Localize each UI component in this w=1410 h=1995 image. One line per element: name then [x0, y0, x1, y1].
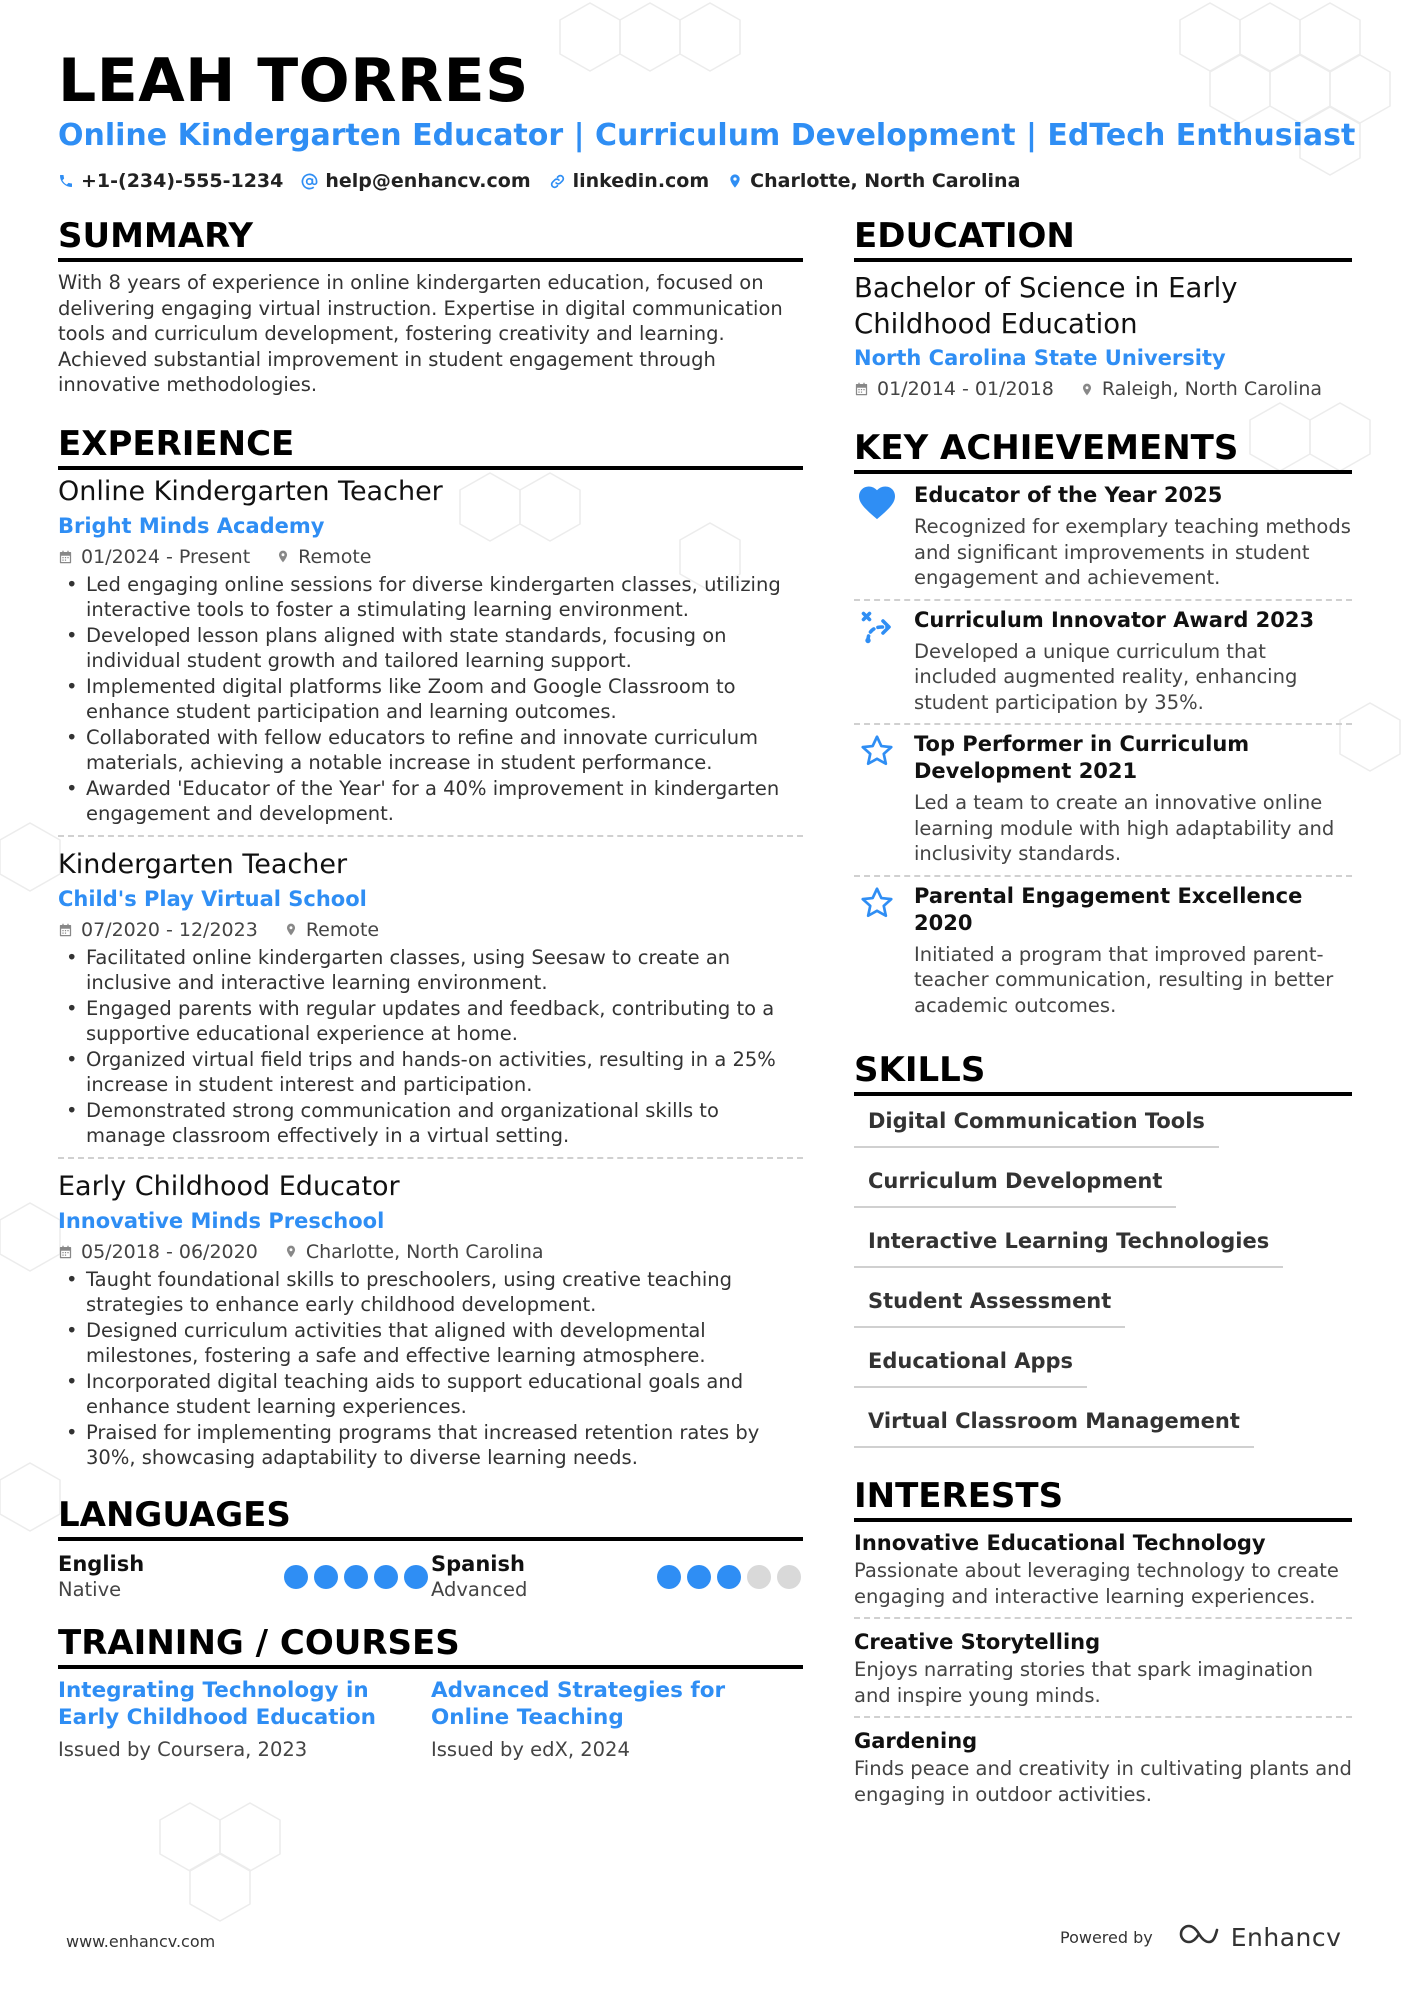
experience-section — [58, 422, 803, 1479]
achievement-desc: Initiated a program that improved parent-teacher communication, resulting in better academic outcomes. — [914, 942, 1334, 1017]
email-text: help@enhancv.com — [325, 170, 531, 192]
job-location — [276, 542, 371, 572]
job-title: Kindergarten Teacher — [58, 848, 348, 880]
contact-location — [727, 168, 1020, 194]
location-pin-icon — [1080, 381, 1094, 398]
course-item — [431, 1677, 803, 1763]
job-bullet: • Engaged parents with regular updates and feedback, contributing to a supportive educational experience at home. — [58, 996, 803, 1047]
achievement-desc: Developed a unique curriculum that included augmented reality, enhancing student participation by 35%. — [914, 639, 1298, 714]
heart-icon — [854, 482, 900, 591]
candidate-name: LEAH TORRES — [58, 46, 529, 116]
education-meta — [854, 374, 1352, 404]
languages-section — [58, 1493, 803, 1603]
job-bullet: • Taught foundational skills to preschoolers, using creative teaching strategies to enhance early childhood development. — [58, 1267, 803, 1318]
job-location-text: Remote — [298, 545, 372, 568]
interest-desc: Passionate about leveraging technology to create engaging and interactive learning experiences. — [854, 1559, 1339, 1608]
skill-tag: Curriculum Development — [854, 1166, 1176, 1208]
job-bullet: • Praised for implementing programs that increased retention rates by 30%, showcasing adaptability to diverse learning needs. — [58, 1420, 803, 1471]
job-dates-text: 05/2018 - 06/2020 — [81, 1240, 258, 1263]
proficiency-dot-filled — [717, 1565, 741, 1589]
star-icon — [854, 731, 900, 867]
enhancv-logo-icon — [1179, 1922, 1223, 1952]
education-dates — [854, 374, 1054, 404]
experience-title: EXPERIENCE — [58, 422, 803, 470]
at-icon — [301, 173, 318, 190]
interest-desc: Finds peace and creativity in cultivating plants and engaging in outdoor activities. — [854, 1757, 1352, 1806]
brand-logo[interactable] — [1179, 1922, 1342, 1952]
location-text: Charlotte, North Carolina — [750, 170, 1021, 192]
education-location — [1080, 374, 1322, 404]
job-bullet: • Incorporated digital teaching aids to support educational goals and enhance student learning experiences. — [58, 1369, 803, 1420]
summary-section — [58, 214, 803, 398]
education-dates-text: 01/2014 - 01/2018 — [877, 378, 1054, 400]
job-dates-text: 01/2024 - Present — [81, 545, 251, 568]
job-bullet: • Implemented digital platforms like Zoom and Google Classroom to enhance student participation and learning outcomes. — [58, 674, 803, 725]
achievement-item — [854, 877, 1352, 1027]
achievement-desc: Recognized for exemplary teaching methods and significant improvements in student engagement and achievement. — [914, 515, 1351, 589]
job-dates — [58, 1237, 258, 1267]
job-bullet: • Organized virtual field trips and hands-on activities, resulting in a 25% increase in student interest and participation. — [58, 1047, 803, 1098]
job-dates — [58, 915, 258, 945]
languages-title: LANGUAGES — [58, 1493, 803, 1541]
contact-email[interactable] — [301, 168, 530, 194]
summary-title: SUMMARY — [58, 214, 803, 262]
contact-bar — [58, 168, 1020, 194]
linkedin-text: linkedin.com — [572, 170, 710, 192]
proficiency-dots — [657, 1565, 803, 1589]
education-degree: Bachelor of Science in Early Childhood Education — [854, 272, 1238, 340]
skills-section — [854, 1048, 1352, 1448]
location-pin-icon — [276, 548, 290, 565]
interest-desc: Enjoys narrating stories that spark imagination and inspire young minds. — [854, 1658, 1314, 1707]
interest-item — [854, 1724, 1352, 1815]
right-column — [854, 214, 1352, 1821]
education-location-text: Raleigh, North Carolina — [1101, 378, 1323, 400]
interest-item — [854, 1526, 1352, 1619]
powered-by-text: Powered by — [1060, 1927, 1153, 1947]
phone-text: +1-(234)-555-1234 — [81, 170, 284, 192]
job-company: Child's Play Virtual School — [58, 886, 367, 911]
proficiency-dot-filled — [657, 1565, 681, 1589]
achievement-desc: Led a team to create an innovative online learning module with high adaptability and inclusivity standards. — [914, 791, 1335, 865]
job-location-text: Remote — [305, 918, 380, 941]
interest-title: Gardening — [854, 1729, 978, 1753]
achievement-item — [854, 725, 1352, 877]
job-bullets — [58, 945, 803, 1149]
courses-row — [58, 1677, 803, 1763]
training-section — [58, 1621, 803, 1763]
proficiency-dot-filled — [404, 1565, 428, 1589]
location-pin-icon — [284, 921, 298, 938]
achievement-item — [854, 476, 1352, 601]
proficiency-dot-empty — [777, 1565, 801, 1589]
proficiency-dots — [284, 1565, 430, 1589]
language-name: Spanish — [431, 1551, 525, 1576]
course-issuer: Issued by Coursera, 2023 — [58, 1737, 308, 1761]
interest-title: Innovative Educational Technology — [854, 1531, 1266, 1555]
calendar-icon — [58, 1244, 73, 1260]
language-item — [431, 1551, 803, 1603]
course-title: Integrating Technology in Early Childhood Education — [58, 1677, 376, 1730]
achievement-title: Curriculum Innovator Award 2023 — [914, 607, 1315, 632]
education-school: North Carolina State University — [854, 346, 1226, 370]
job-location — [284, 915, 379, 945]
calendar-icon — [58, 922, 73, 938]
job-location-text: Charlotte, North Carolina — [305, 1240, 544, 1263]
job-entry — [58, 474, 803, 837]
course-item — [58, 1677, 430, 1763]
job-bullets — [58, 572, 803, 827]
job-title: Online Kindergarten Teacher — [58, 475, 443, 507]
left-column — [58, 214, 803, 1763]
job-bullet: • Developed lesson plans aligned with state standards, focusing on individual student growth and tailored learning support. — [58, 623, 803, 674]
summary-text: With 8 years of experience in online kindergarten education, focused on delivering engaging virtual instruction. Expertise in digital communication tools and curriculum development, fostering creativity and learning. Achieved substantial improvement in student engagement through innovative methodologies. — [58, 271, 783, 396]
proficiency-dot-empty — [747, 1565, 771, 1589]
skill-tag: Digital Communication Tools — [854, 1106, 1219, 1148]
achievement-item — [854, 601, 1352, 726]
job-company: Bright Minds Academy — [58, 513, 325, 538]
job-company: Innovative Minds Preschool — [58, 1208, 385, 1233]
proficiency-dot-filled — [314, 1565, 338, 1589]
interests-section — [854, 1474, 1352, 1815]
skill-tag: Interactive Learning Technologies — [854, 1226, 1283, 1268]
language-name: English — [58, 1551, 145, 1576]
language-level: Advanced — [431, 1577, 528, 1601]
course-title: Advanced Strategies for Online Teaching — [431, 1677, 726, 1730]
job-title: Early Childhood Educator — [58, 1170, 400, 1202]
achievement-title: Top Performer in Curriculum Development 2021 — [914, 732, 1250, 783]
candidate-headline: Online Kindergarten Educator | Curriculum Development | EdTech Enthusiast — [58, 118, 1356, 153]
job-bullet: • Facilitated online kindergarten classes, using Seesaw to create an inclusive and interactive learning environment. — [58, 945, 803, 996]
star-icon — [854, 883, 900, 1019]
interests-title: INTERESTS — [854, 1474, 1352, 1522]
location-pin-icon — [727, 172, 743, 190]
achievement-title: Educator of the Year 2025 — [914, 483, 1223, 507]
location-pin-icon — [284, 1243, 298, 1260]
job-entry — [58, 847, 803, 1159]
language-item — [58, 1551, 430, 1603]
job-bullet: • Awarded 'Educator of the Year' for a 40% improvement in kindergarten engagement and development. — [58, 776, 803, 827]
proficiency-dot-filled — [344, 1565, 368, 1589]
skills-list — [854, 1102, 1352, 1448]
contact-linkedin[interactable] — [549, 168, 710, 194]
proficiency-dot-filled — [687, 1565, 711, 1589]
footer-branding — [1060, 1922, 1341, 1952]
skill-tag: Virtual Classroom Management — [854, 1406, 1254, 1448]
calendar-icon — [58, 549, 73, 565]
job-bullet: • Demonstrated strong communication and organizational skills to manage classroom effectively in a virtual setting. — [58, 1098, 803, 1149]
job-bullet: • Collaborated with fellow educators to refine and innovate curriculum materials, achieving a notable increase in student performance. — [58, 725, 803, 776]
proficiency-dot-filled — [374, 1565, 398, 1589]
education-section — [854, 214, 1352, 404]
interest-title: Creative Storytelling — [854, 1630, 1101, 1654]
job-meta — [58, 915, 803, 945]
job-bullet: • Designed curriculum activities that aligned with developmental milestones, fostering a safe and effective learning atmosphere. — [58, 1318, 803, 1369]
footer-url[interactable]: www.enhancv.com — [66, 1932, 216, 1951]
calendar-icon — [854, 381, 869, 397]
job-entry — [58, 1169, 803, 1479]
achievement-title: Parental Engagement Excellence 2020 — [914, 883, 1303, 935]
job-location — [284, 1237, 544, 1267]
course-issuer: Issued by edX, 2024 — [431, 1737, 630, 1761]
brand-name: Enhancv — [1230, 1922, 1342, 1952]
proficiency-dot-filled — [284, 1565, 308, 1589]
interest-item — [854, 1625, 1352, 1718]
strategy-icon — [854, 607, 900, 716]
training-title: TRAINING / COURSES — [58, 1621, 803, 1669]
languages-row — [58, 1551, 803, 1603]
job-meta — [58, 542, 803, 572]
job-dates — [58, 542, 250, 572]
achievements-section — [854, 426, 1352, 1026]
phone-icon — [58, 173, 74, 189]
link-icon — [549, 173, 566, 190]
language-level: Native — [58, 1577, 122, 1601]
job-dates-text: 07/2020 - 12/2023 — [81, 918, 258, 941]
skills-title: SKILLS — [854, 1048, 1352, 1096]
education-title: EDUCATION — [854, 214, 1352, 262]
achievements-title: KEY ACHIEVEMENTS — [854, 426, 1352, 474]
job-bullets — [58, 1267, 803, 1471]
job-bullet: • Led engaging online sessions for diverse kindergarten classes, utilizing interactive tools to foster a stimulating learning environment. — [58, 572, 803, 623]
contact-phone[interactable] — [58, 168, 283, 194]
skill-tag: Student Assessment — [854, 1286, 1125, 1328]
skill-tag: Educational Apps — [854, 1346, 1087, 1388]
job-meta — [58, 1237, 803, 1267]
